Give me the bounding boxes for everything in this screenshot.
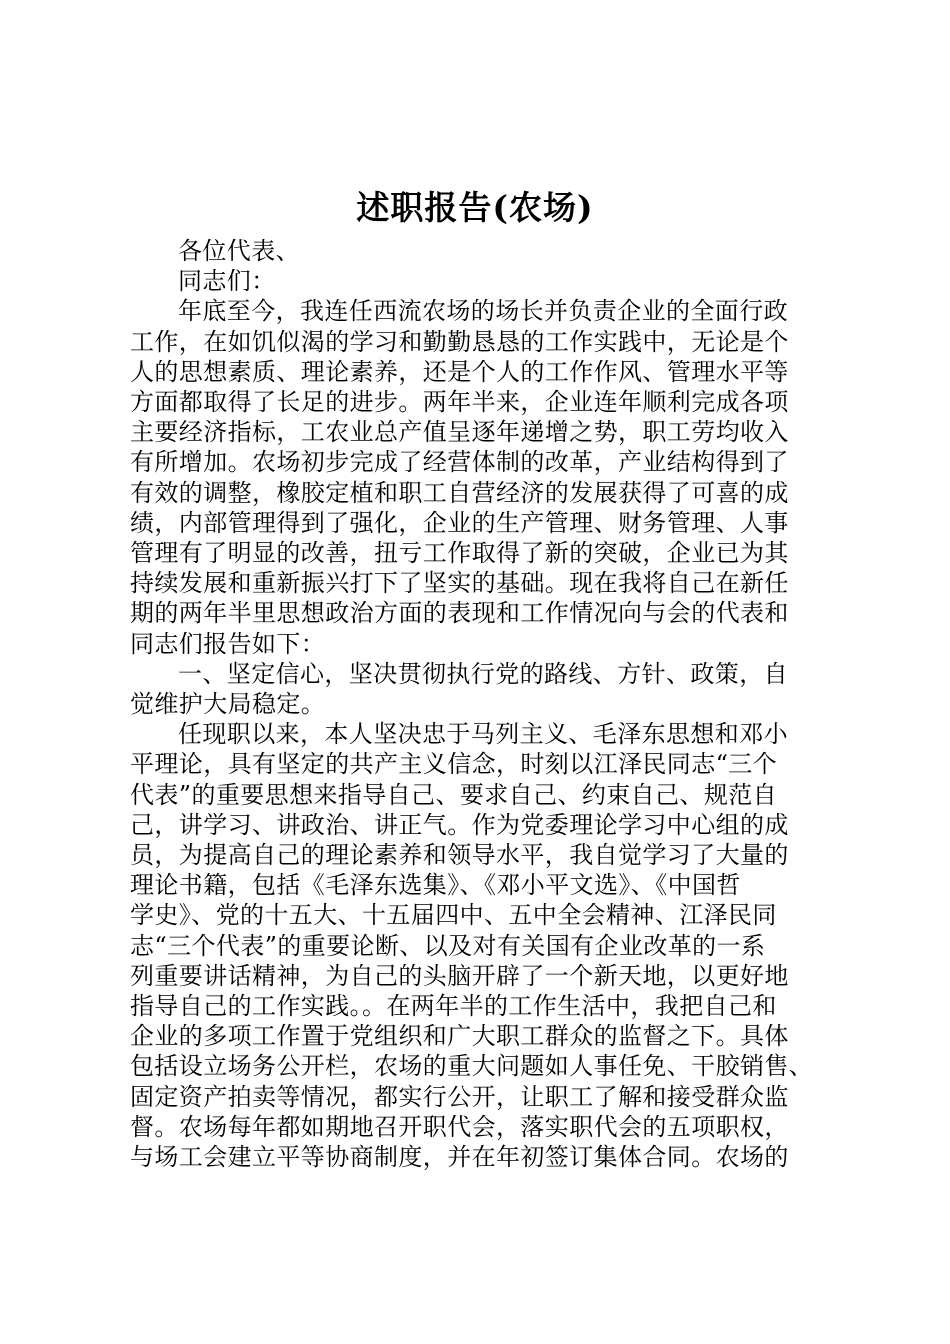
document-title: 述职报告(农场) [356,188,594,227]
salutation-line-2: 同志们： [178,267,276,296]
paragraph-section-1: 任现职以来，本人坚决忠于马列主义、毛泽东思想和邓小 平理论，具有坚定的共产主义信念，时刻以江泽民同志“三个 代表”的重要思想来指导自己、要求自己、约束自己、规范自 己，讲学习、讲政治、讲正气。作为党委理论学习中心组的成 员，为提高自己的理论素养和领导水平，我自觉学习了大量的 理论书籍，包括《毛泽东选集》、《邓小平文选》、《中国哲 学史》、党的十五大、十五届四中、五中全会精神、江泽民同 志“三个代表”的重要论断、以及对有关国有企业改革的一系 列重要讲话精神，为自己的头脑开辟了一个新天地，以更好地 指导自己的工作实践。。在两年半的工作生活中，我把自己和 企业的多项工作置于党组织和广大职工群众的监督之下。具体 包括设立场务公开栏，农场的重大问题如人事任免、干胶销售、 固定资产拍卖等情况，都实行公开，让职工了解和接受群众监 督。农场每年都如期地召开职代会，落实职代会的五项职权， 与场工会建立平等协商制度，并在年初签订集体合同。农场的 [130,720,814,1172]
paragraph-intro: 年底至今，我连任西流农场的场长并负责企业的全面行政 工作，在如饥似渴的学习和勤勤恳恳的工作实践中，无论是个 人的思想素质、理论素养，还是个人的工作作风、管理水平等 方面都取得了长足的进步。两年半来，企业连年顺利完成各项 主要经济指标，工农业总产值呈逐年递增之势，职工劳均收入 有所增加。农场初步完成了经营体制的改革，产业结构得到了 有效的调整，橡胶定植和职工自营经济的发展获得了可喜的成 绩，内部管理得到了强化，企业的生产管理、财务管理、人事 管理有了明显的改善，扭亏工作取得了新的突破，企业已为其 持续发展和重新振兴打下了坚实的基础。现在我将自己在新任 期的两年半里思想政治方面的表现和工作情况向与会的代表和 同志们报告如下： [130,297,789,658]
salutation-line-1: 各位代表、 [178,237,300,265]
section-heading-1: 一、坚定信心，坚决贯彻执行党的路线、方针、政策，自 觉维护大局稳定。 [130,659,788,719]
document-body [130,236,830,1172]
